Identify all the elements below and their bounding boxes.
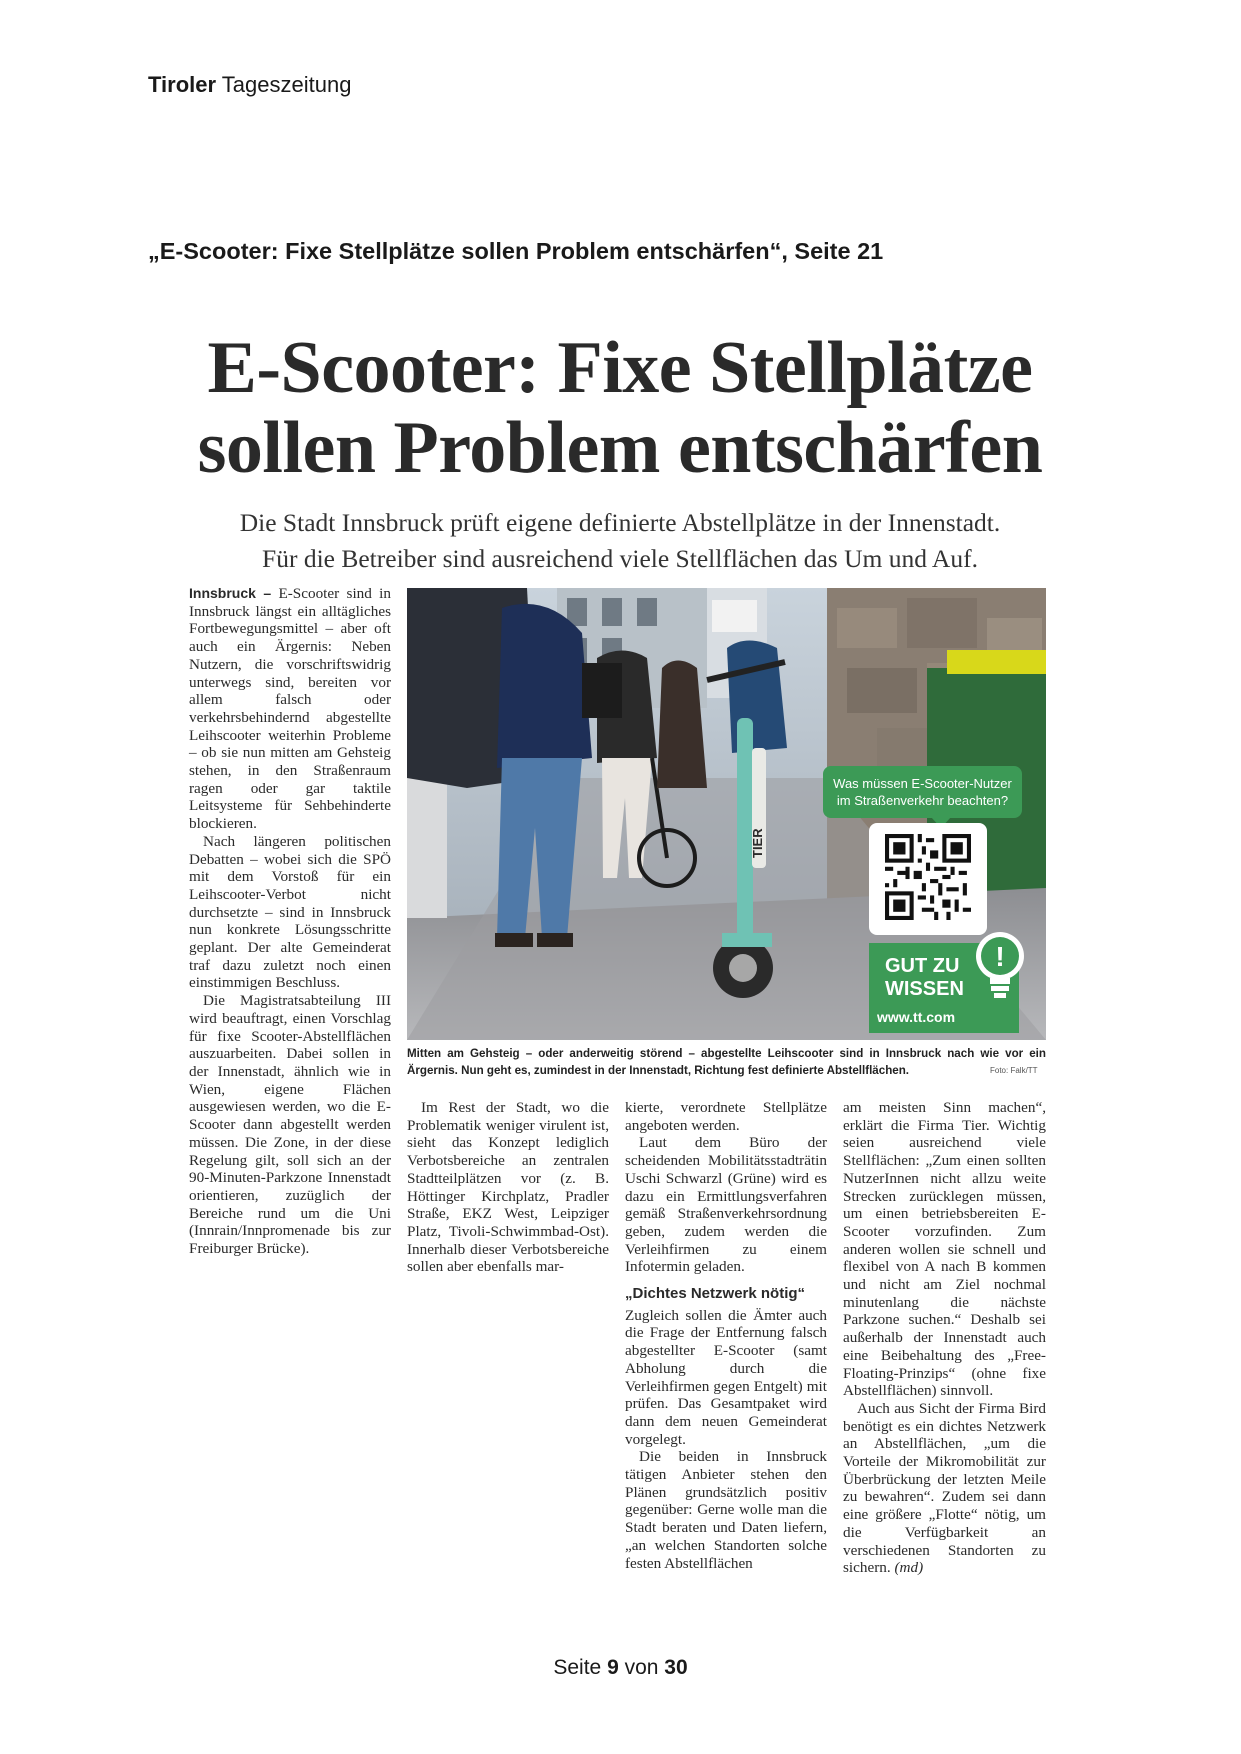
paragraph-text: E-Scooter sind in Innsbruck längst ein alltägliches Fortbewegungsmittel – aber oft auch ein Ärgernis: Neben Nutzern, die vorschriftswidrig unterwegs sind, bereiten vor allem falsch oder verkehrsbehindernd abgestellte Leihscooter weiterhin Probleme – ob sie nun mitten am Gehsteig stehen, in den Straßenraum ragen oder gar taktile Leitsysteme für Sehbehinderte blockieren. [189,585,391,833]
infobox-question-bubble [823,766,1022,818]
publication-name-bold: Tiroler [148,72,217,97]
headline-line-1: E-Scooter: Fixe Stellplätze [207,327,1033,409]
article-column-3 [625,1099,827,1572]
infobox-question-line-2: im Straßenverkehr beachten? [836,793,1009,808]
article-column-1 [189,585,391,1258]
paragraph: Im Rest der Stadt, wo die Problematik weniger virulent ist, sieht das Konzept lediglich Verbotsbereiche an zentralen Stadtteilplätzen vor (z. B. Höttinger Kirchplatz, Pradler Straße, EKZ West, Leipziger Platz, Tivoli-Schwimmbad-Ost). Innerhalb dieser Verbotsbereiche sollen aber ebenfalls mar- [407,1099,609,1276]
subhead-line-2: Für die Betreiber sind ausreichend viele Stellflächen das Um und Auf. [262,544,978,573]
qr-code-card [869,823,987,935]
article-headline [160,328,1080,488]
page-footer [0,1656,1241,1680]
paragraph: Laut dem Büro der scheidenden Mobilitätsstadträtin Uschi Schwarzl (Grüne) wird es dazu ein Ermittlungsverfahren gemäß Straßenverkehrsordnung geben, zudem werden die Verleihfirmen zu einem Infotermin geladen. [625,1134,827,1276]
photo-caption: Mitten am Gehsteig – oder anderweitig störend – abgestellte Leihscooter sind in Innsbruck nach wie vor ein Ärgernis. Nun geht es, zumindest in der Innenstadt, Richtung fest definierte Abstellflächen. [407,1047,1046,1077]
page-label: Seite [553,1656,602,1679]
lightbulb-icon [972,928,1028,1008]
svg-text:!: ! [995,941,1005,972]
photo-credit: Foto: Falk/TT [990,1066,1038,1075]
paragraph-text: Auch aus Sicht der Firma Bird benötigt es ein dichtes Netzwerk an Abstellflächen, „um die Vorteile der Mikromobilität zur Überbrückung der letzten Meile zu bewahren“. Zudem sei dann eine größere „Flotte“ nötig, um die Verfügbarkeit an verschiedenen Standorten zu sichern. [843,1399,1046,1577]
publication-name [148,72,351,98]
qr-code-icon[interactable] [885,834,971,920]
infobox-url[interactable]: www.tt.com [877,1009,956,1025]
paragraph: am meisten Sinn machen“, erklärt die Firma Tier. Wichtig seien ausreichend viele Stellflächen: „Zum einen sollten NutzerInnen nicht allzu weite Strecken zurücklegen müssen, um einen betriebsbereiten E-Scooter vorzufinden. Zum anderen wollen sie schnell und flexibel von A nach B kommen und nicht am Ziel nochmal minutenlang die nächste Parkzone suchen.“ Deshalb sei außerhalb der Innenstadt auch eine Beibehaltung des „Free-Floating-Prinzips“ (ohne fixe Abstellflächen) sinnvoll. [843,1099,1046,1400]
article-column-4 [843,1099,1046,1577]
good-to-know-label [885,955,964,1001]
current-page-number: 9 [607,1656,619,1679]
dateline: Innsbruck – [189,585,272,601]
headline-line-2: sollen Problem entschärfen [197,407,1043,489]
good-to-know-line-1: GUT ZU [885,955,960,977]
paragraph: Die beiden in Innsbruck tätigen Anbieter stehen den Plänen grundsätzlich positiv gegenüber: Gerne wolle man die Stadt beraten und Daten liefern, „an welchen Standorten solche festen Abstellflächen [625,1448,827,1572]
total-page-count: 30 [664,1656,688,1679]
page-of-label: von [624,1656,659,1679]
author-initials: (md) [894,1559,924,1577]
paragraph: Nach längeren politischen Debatten – wobei sich die SPÖ mit dem Vorstoß für ein Leihscooter-Verbot nicht durchsetzte – sind in Innsbruck nun konkrete Lösungsschritte geplant. Der alte Gemeinderat traf dazu zuletzt noch einen einstimmigen Beschluss. [189,832,391,992]
infobox-question-line-1: Was müssen E-Scooter-Nutzer [833,776,1012,791]
good-to-know-line-2: WISSEN [885,978,964,1000]
paragraph: Die Magistratsabteilung III wird beauftragt, einen Vorschlag für fixe Scooter-Abstellflächen auszuarbeiten. Dabei sollen in der Innenstadt, ähnlich wie in Wien, eigene Flächen ausgewiesen werden, wo die E-Scooter dann abgestellt werden müssen. Die Zone, in der diese Regelung gilt, soll sich an der 90-Minuten-Parkzone Innenstadt orientieren, zuzüglich der Bereiche rund um die Uni (Innrain/Innpromenade bis zur Freiburger Brücke). [189,992,391,1258]
article-column-2 [407,1099,609,1276]
paragraph: kierte, verordnete Stellplätze angeboten werden. [625,1099,827,1134]
section-subheading: „Dichtes Netzwerk nötig“ [625,1285,806,1303]
article-subheadline [160,505,1080,577]
article-reference: „E-Scooter: Fixe Stellplätze sollen Problem entschärfen“, Seite 21 [148,238,884,264]
paragraph: Zugleich sollen die Ämter auch die Frage der Entfernung falsch abgestellter E-Scooter (samt Abholung durch die Verleihfirmen gegen Entgelt) mit prüfen. Das Gesamtpaket wird dann dem neuen Gemeinderat vorgelegt. [625,1306,827,1448]
scooter-brand-label: TIER [750,828,765,858]
publication-name-regular: Tageszeitung [221,72,352,97]
subhead-line-1: Die Stadt Innsbruck prüft eigene definierte Abstellplätze in der Innenstadt. [239,508,1001,537]
paragraph [843,1400,1046,1577]
article-photo [407,588,1046,1040]
paragraph [189,585,391,833]
